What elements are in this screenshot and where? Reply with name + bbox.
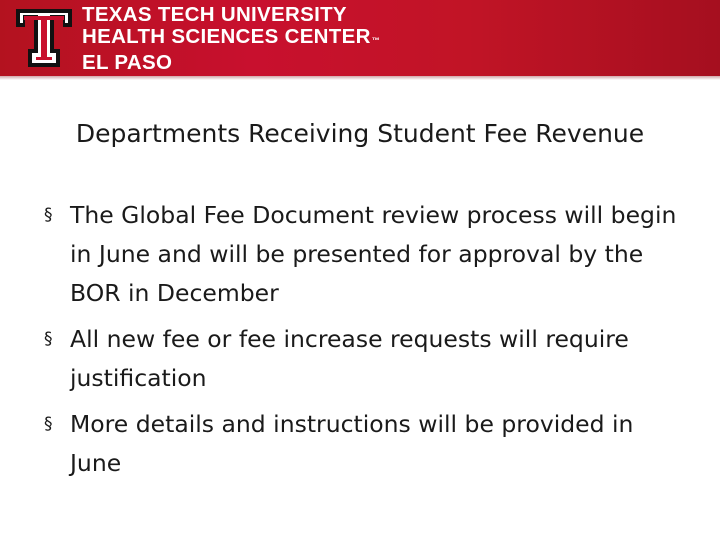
brand-line-hsc-text: HEALTH SCIENCES CENTER — [82, 25, 371, 48]
bullet-item — [44, 405, 684, 483]
bullet-list — [44, 196, 684, 490]
header-banner — [0, 0, 720, 76]
slide-title: Departments Receiving Student Fee Revenue — [75, 119, 645, 148]
header-shadow — [0, 76, 720, 80]
section-bullet-icon: § — [44, 205, 53, 225]
trademark-symbol: ™ — [371, 36, 380, 45]
brand-line-hsc — [82, 26, 380, 52]
brand-line-campus: EL PASO — [82, 51, 173, 74]
section-bullet-icon: § — [44, 329, 53, 349]
bullet-item — [44, 320, 684, 398]
section-bullet-icon: § — [44, 414, 53, 434]
bullet-text: The Global Fee Document review process will begin in June and will be presented for approval by the BOR in December — [70, 201, 677, 307]
double-t-logo-icon — [14, 5, 74, 71]
bullet-item — [44, 196, 684, 313]
bullet-text: More details and instructions will be provided in June — [70, 410, 634, 477]
brand-line-university: TEXAS TECH UNIVERSITY — [82, 3, 347, 26]
institution-name — [82, 4, 380, 74]
bullet-text: All new fee or fee increase requests will require justification — [70, 325, 629, 392]
